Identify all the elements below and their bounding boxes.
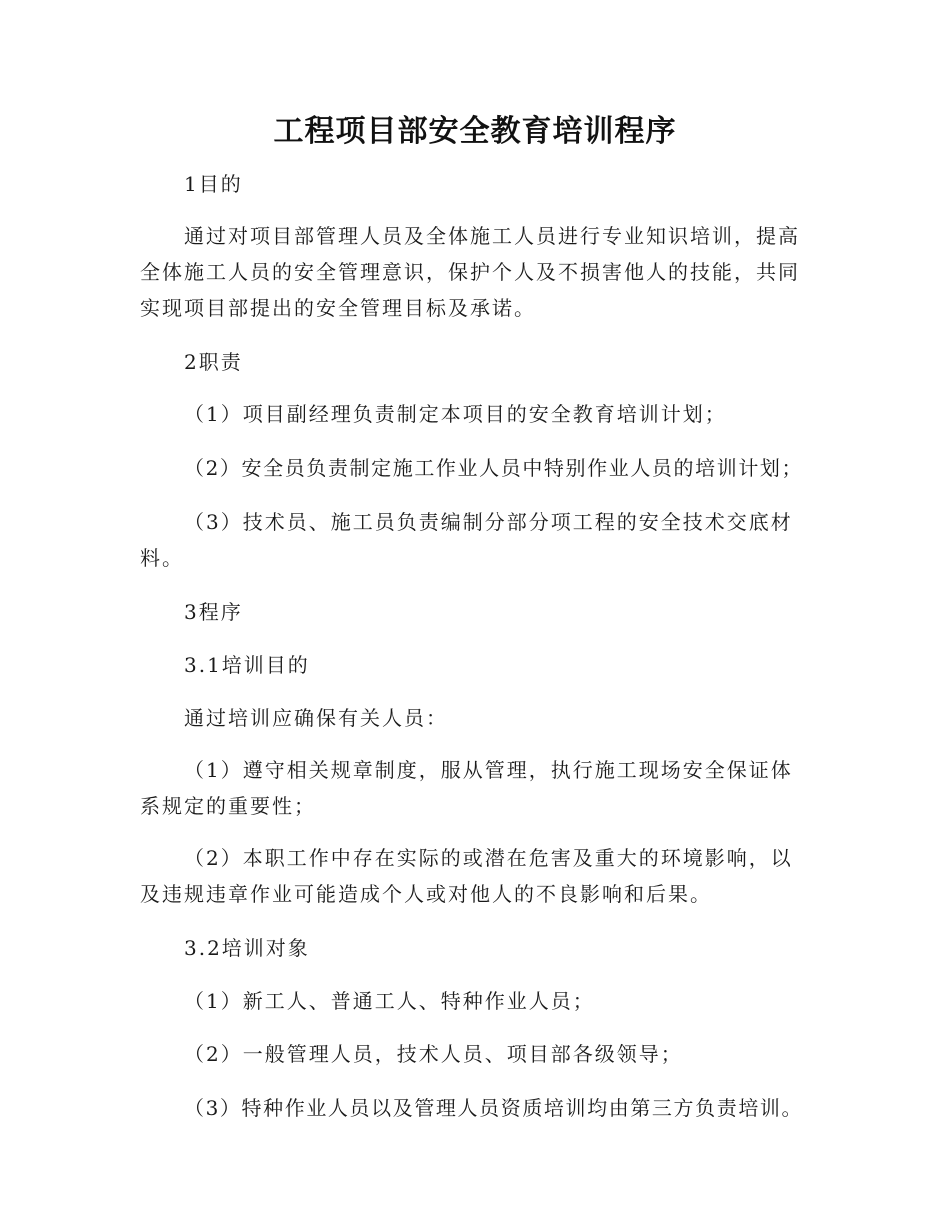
training-purpose-item-1: （1）遵守相关规章制度，服从管理，执行施工现场安全保证体系规定的重要性； xyxy=(140,758,793,818)
document-title: 工程项目部安全教育培训程序 xyxy=(273,114,677,149)
responsibility-item-1: （1）项目副经理负责制定本项目的安全教育培训计划； xyxy=(184,402,727,426)
training-target-item-3: （3）特种作业人员以及管理人员资质培训均由第三方负责培训。 xyxy=(184,1096,804,1120)
training-purpose-intro: 通过培训应确保有关人员： xyxy=(184,706,448,730)
section-heading-responsibilities: 2职责 xyxy=(184,350,243,374)
training-target-item-2: （2）一般管理人员，技术人员、项目部各级领导； xyxy=(184,1042,683,1066)
purpose-paragraph: 通过对项目部管理人员及全体施工人员进行专业知识培训，提高全体施工人员的安全管理意识，保护个人及不损害他人的技能，共同实现项目部提出的安全管理目标及承诺。 xyxy=(140,224,800,320)
training-target-item-1: （1）新工人、普通工人、特种作业人员； xyxy=(184,989,595,1013)
section-heading-purpose: 1目的 xyxy=(184,172,243,196)
section-heading-procedure: 3程序 xyxy=(184,600,243,624)
responsibility-item-3: （3）技术员、施工员负责编制分部分项工程的安全技术交底材料。 xyxy=(140,510,793,570)
subsection-heading-training-purpose: 3.1培训目的 xyxy=(184,653,310,677)
subsection-heading-training-targets: 3.2培训对象 xyxy=(184,936,310,960)
responsibility-item-2: （2）安全员负责制定施工作业人员中特别作业人员的培训计划； xyxy=(184,456,804,480)
training-purpose-item-2: （2）本职工作中存在实际的或潜在危害及重大的环境影响，以及违规违章作业可能造成个人或对他人的不良影响和后果。 xyxy=(140,846,793,906)
